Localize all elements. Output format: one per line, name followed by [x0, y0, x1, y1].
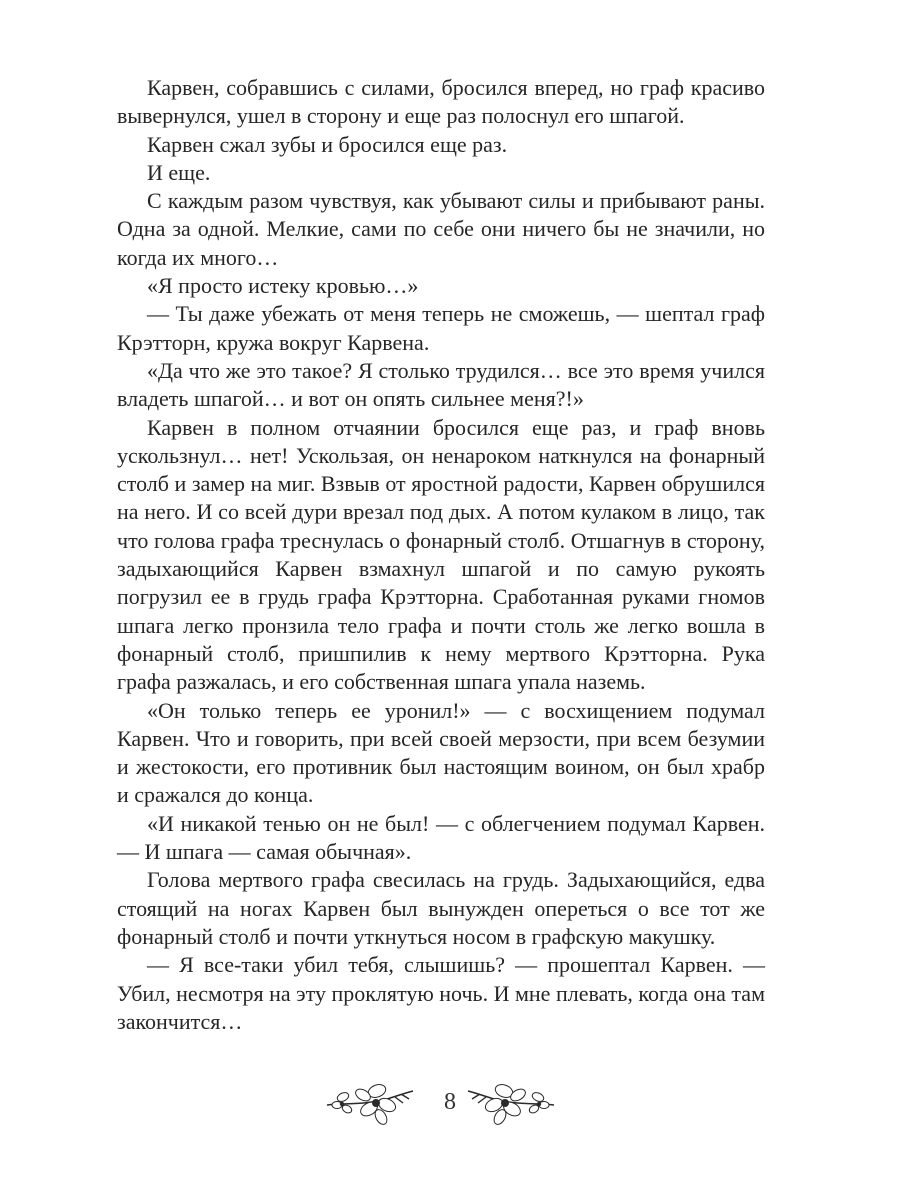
paragraph-1: Карвен, собравшись с силами, бросился вперед, но граф красиво вывернулся, ушел в сторону и еще раз полоснул его шпагой.: [117, 75, 765, 129]
paragraph-11: Голова мертвого графа свесилась на грудь. Задыхающийся, едва стоящий на ногах Карвен был вынужден опереться о все тот же фонарный столб и почти уткнуться носом в графскую макушку.: [117, 867, 765, 949]
page-body-text: [117, 74, 765, 1036]
paragraph-3: И еще.: [147, 159, 211, 185]
page-footer: [0, 1075, 900, 1135]
paragraph-10: «И никакой тенью он не был! — с облегчением подумал Карвен. — И шпага — самая обычная».: [117, 810, 765, 865]
paragraph-8: Карвен в полном отчаянии бросился еще раз, и граф вновь ускользнул… нет! Ускользая, он ненароком наткнулся на фонарный столб и замер на миг. Взвыв от яростной радости, Карвен обрушился на него. И со всей дури врезал под дых. А потом кулаком в лицо, так что голова графа треснулась о фонарный столб. Отшагнув в сторону, задыхающийся Карвен взмахнул шпагой и по самую рукоять погрузил ее в грудь графа Крэтторна. Сработанная руками гномов шпага легко пронзила тело графа и почти столь же легко вошла в фонарный столб, пришпилив к нему мертвого Крэтторна. Рука графа разжалась, и его собственная шпага упала наземь.: [117, 414, 765, 695]
paragraph-4: С каждым разом чувствуя, как убывают силы и прибывают раны. Одна за одной. Мелкие, сами по себе они ничего бы не значили, но когда их много…: [117, 188, 765, 270]
flower-branch-icon: [466, 1075, 556, 1131]
paragraph-12: — Я все-таки убил тебя, слышишь? — прошептал Карвен. — Убил, несмотря на эту проклятую ночь. И мне плевать, когда она там закончится…: [117, 952, 765, 1034]
paragraph-6: — Ты даже убежать от меня теперь не сможешь, — шептал граф Крэтторн, кружа вокруг Карвена.: [117, 301, 765, 355]
paragraph-7: «Да что же это такое? Я столько трудился… все это время учился владеть шпагой… и вот он опять сильнее меня?!»: [117, 357, 765, 412]
page-number: 8: [444, 1089, 456, 1115]
paragraph-2: Карвен сжал зубы и бросился еще раз.: [147, 131, 508, 157]
paragraph-5: «Я просто истеку кровью…»: [147, 273, 419, 299]
paragraph-9: «Он только теперь ее уронил!» — с восхищением подумал Карвен. Что и говорить, при всей своей мерзости, при всем безумии и жестокости, его противник был настоящим воином, он был храбр и сражался до конца.: [117, 697, 765, 808]
